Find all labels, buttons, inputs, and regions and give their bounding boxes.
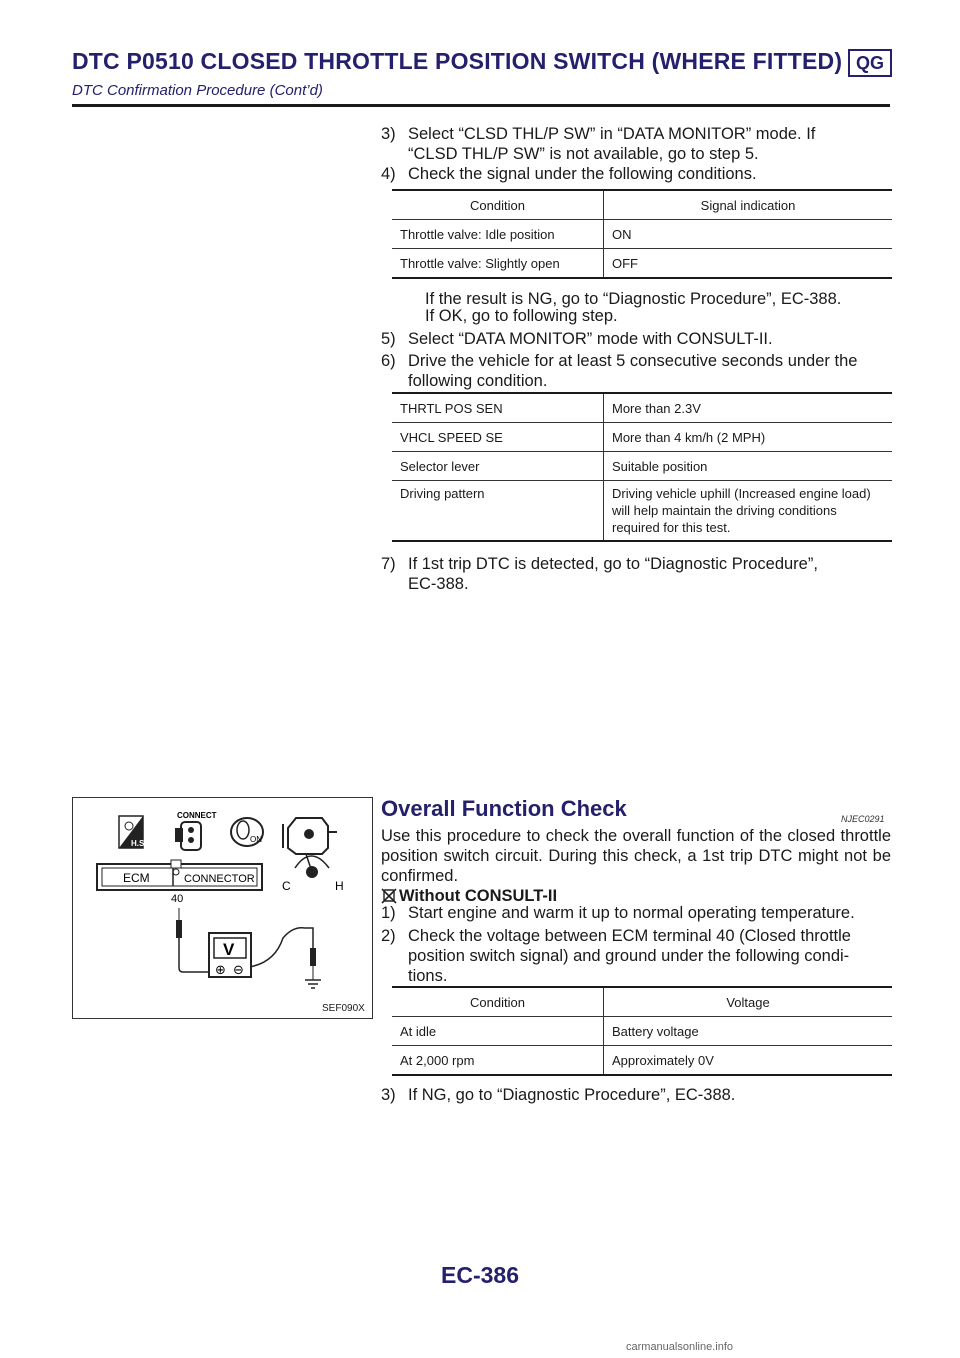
table-cell: At 2,000 rpm [392,1046,604,1076]
step-text: If 1st trip DTC is detected, go to “Diagnostic Procedure”, [408,555,818,573]
table-row [392,481,892,542]
hs-icon [119,816,147,848]
header-divider [72,104,890,107]
gauge-h-label: H [335,879,344,893]
check-step-1 [381,903,891,923]
check-step-2 [381,926,891,986]
step-text-cont: EC-388. [408,575,469,593]
table-header-cell: Condition [392,190,604,220]
step-number: 3) [381,125,396,143]
step-text: Check the voltage between ECM terminal 40 (Closed throttle [408,927,851,945]
plus-terminal-label: ⊕ [215,963,226,978]
table-header-row [392,987,892,1017]
step-text-cont: following condition. [408,372,548,390]
on-label: ON [250,835,262,844]
without-consult-icon [381,888,397,904]
check-step-3 [381,1085,891,1105]
step-number: 2) [381,927,396,945]
table-cell: Throttle valve: Slightly open [392,249,604,279]
table-header-cell: Signal indication [604,190,893,220]
step-number: 1) [381,904,396,922]
table-cell: Approximately 0V [604,1046,893,1076]
section-reference-code: NJEC0291 [841,814,885,824]
section-intro: Use this procedure to check the overall function of the closed throttle position switch circuit. During this check, a 1st trip DTC might not be confirmed. [381,827,891,885]
table-cell: Driving pattern [392,481,604,542]
table-row [392,220,892,249]
table-cell-line: will help maintain the driving conditions [612,503,837,518]
table-cell: VHCL SPEED SE [392,423,604,452]
table-cell: More than 4 km/h (2 MPH) [604,423,893,452]
table-header-row [392,190,892,220]
page-header-subtitle: DTC Confirmation Procedure (Cont’d) [72,82,323,99]
step-number: 6) [381,352,396,370]
section-title: Overall Function Check [381,796,627,821]
step-text: Drive the vehicle for at least 5 consecutive seconds under the [408,352,858,370]
voltmeter-icon [209,933,251,978]
voltage-condition-table [392,986,892,1076]
step-5 [381,329,891,349]
result-line-2: If OK, go to following step. [425,307,618,325]
step-number: 5) [381,330,396,348]
ecm-voltage-check-diagram [72,797,373,1019]
table-row [392,1046,892,1076]
step-7 [381,554,891,594]
ecm-label: ECM [123,871,150,885]
engine-icon [283,818,337,854]
table-cell-line: Driving vehicle uphill (Increased engine load) [612,486,871,501]
page-number: EC-386 [441,1262,519,1288]
table-header-cell: Condition [392,987,604,1017]
table-cell: THRTL POS SEN [392,393,604,423]
step-text: If NG, go to “Diagnostic Procedure”, EC-388. [408,1086,736,1104]
table-cell: Suitable position [604,452,893,481]
result-line-1: If the result is NG, go to “Diagnostic Procedure”, EC-388. [425,290,842,308]
table-row [392,393,892,423]
table-row [392,1017,892,1046]
table-row [392,249,892,279]
step-number: 7) [381,555,396,573]
voltmeter-label: V [223,940,235,959]
gauge-c-label: C [282,879,291,893]
hs-label: H.S. [131,839,147,848]
table-row [392,423,892,452]
connect-icon [175,811,217,850]
page-header-title: DTC P0510 CLOSED THROTTLE POSITION SWITCH (WHERE FITTED) [72,48,843,74]
watermark: carmanualsonline.info [626,1341,734,1353]
step-6 [381,351,891,391]
step-4 [381,164,891,184]
step-text-cont: tions. [408,967,448,985]
table-cell: ON [604,220,893,249]
step-text: Select “DATA MONITOR” mode with CONSULT-II. [408,330,773,348]
table-cell-multiline [604,481,893,542]
minus-terminal-label: ⊖ [233,963,244,978]
ecm-connector [97,860,262,890]
table-cell: At idle [392,1017,604,1046]
table-cell: Selector lever [392,452,604,481]
signal-condition-table [392,189,892,279]
table-cell: OFF [604,249,893,279]
table-cell: Throttle valve: Idle position [392,220,604,249]
diagram-reference-code: SEF090X [322,1003,365,1014]
step-text: Check the signal under the following conditions. [408,165,757,183]
without-consult-label: Without CONSULT-II [399,887,558,905]
table-cell-line: required for this test. [612,520,731,535]
table-cell: More than 2.3V [604,393,893,423]
table-row [392,452,892,481]
model-badge: QG [848,49,892,77]
diagram-svg [73,798,372,1018]
terminal-number: 40 [171,893,184,905]
step-number: 3) [381,1086,396,1104]
step-number: 4) [381,165,396,183]
ignition-on-icon [231,818,263,846]
connect-label: CONNECT [177,811,217,820]
driving-condition-table [392,392,892,542]
step-text: Select “CLSD THL/P SW” in “DATA MONITOR” mode. If [408,125,816,143]
table-cell: Battery voltage [604,1017,893,1046]
temperature-gauge-icon [282,854,344,893]
step-text-cont: “CLSD THL/P SW” is not available, go to step 5. [408,145,759,163]
connector-label: CONNECTOR [184,873,255,885]
step-text-cont: position switch signal) and ground under the following condi- [408,947,850,965]
table-header-cell: Voltage [604,987,893,1017]
step-3 [381,124,891,164]
step-text: Start engine and warm it up to normal operating temperature. [408,904,855,922]
